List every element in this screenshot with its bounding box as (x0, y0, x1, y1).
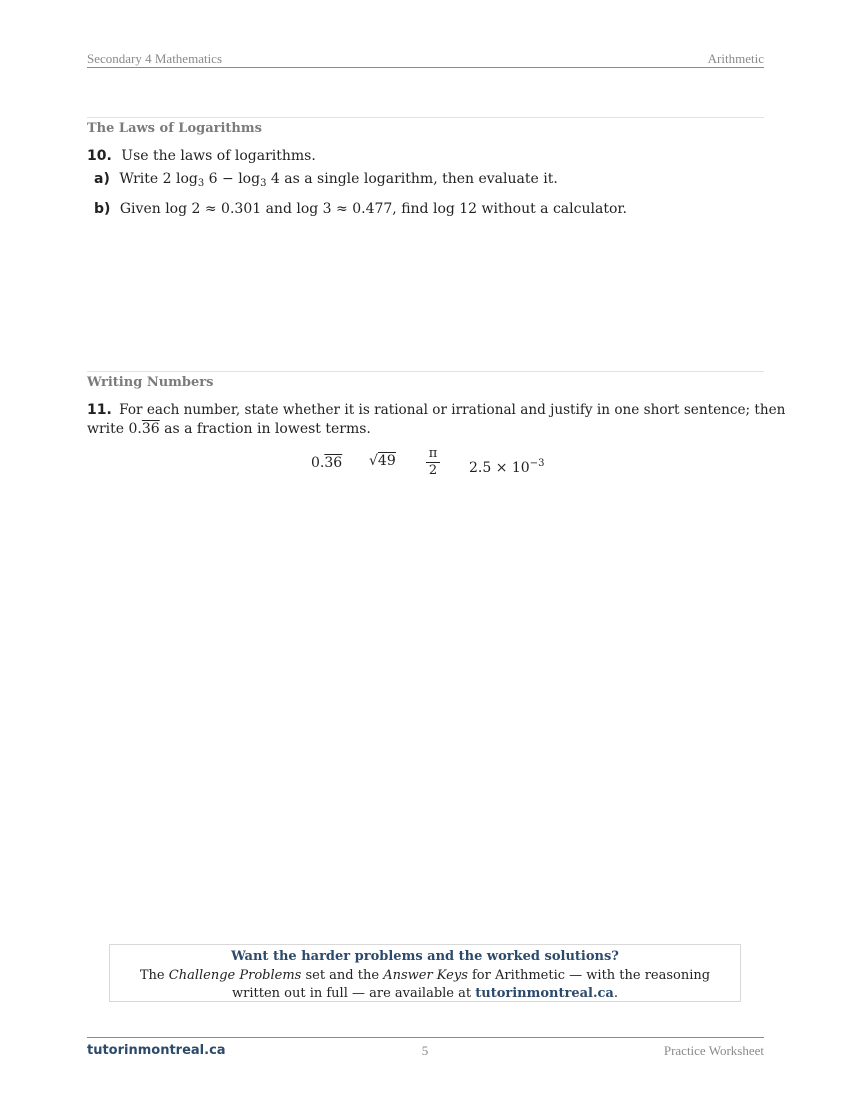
question-10 (87, 147, 316, 166)
footer-rule (87, 1037, 764, 1038)
part-label: a) (94, 171, 110, 187)
part-label: b) (94, 201, 111, 217)
radicand: 49 (377, 453, 396, 469)
part-b-text: Given log 2 ≈ 0.301 and log 3 ≈ 0.477, find log 12 without a calculator. (119, 201, 627, 217)
part-a-text: Write 2 $\log_3 6 - \log_3 4$ as a single logarithm, then evaluate it. (119, 171, 558, 189)
section-title-writing-numbers: Writing Numbers (87, 375, 214, 390)
callout-body: The Challenge Problems set and the Answer Keys for Arithmetic — with the reasoning written out in full — are available at tutorinmontreal.ca. (139, 968, 711, 1001)
fraction-numerator: π (426, 446, 440, 463)
number-square-root (369, 452, 396, 471)
callout-link[interactable]: tutorinmontreal.ca (475, 986, 614, 1001)
number-scientific: $2.5 \times 10^{-3}$ (469, 458, 545, 476)
callout-title: Want the harder problems and the worked solutions? (231, 949, 619, 964)
part-b (94, 200, 627, 219)
question-line-1: For each number, state whether it is rational or irrational and justify in one short sentence; then (119, 402, 786, 418)
question-11-line-2: write 0.36 as a fraction in lowest terms. (87, 421, 371, 437)
number-repeating-decimal: 0.36 (311, 455, 343, 471)
header-left: Secondary 4 Mathematics (87, 51, 223, 66)
number-fraction (426, 446, 440, 479)
part-a (94, 170, 558, 193)
footer-right: Practice Worksheet (663, 1043, 764, 1058)
question-number: 11. (87, 402, 112, 418)
radical-sign: √ (369, 453, 378, 469)
section-title-logarithms: The Laws of Logarithms (87, 121, 262, 136)
question-prompt: Use the laws of logarithms. (121, 148, 316, 164)
footer-site-link[interactable]: tutorinmontreal.ca (87, 1043, 226, 1058)
section-divider (87, 117, 764, 118)
section-divider (87, 371, 764, 372)
question-11 (87, 401, 786, 420)
promo-callout (109, 944, 741, 1002)
fraction-denominator: 2 (428, 463, 438, 478)
question-number: 10. (87, 148, 112, 164)
header-rule (87, 67, 764, 68)
page-number: 5 (421, 1043, 429, 1058)
header-right: Arithmetic (707, 51, 764, 66)
